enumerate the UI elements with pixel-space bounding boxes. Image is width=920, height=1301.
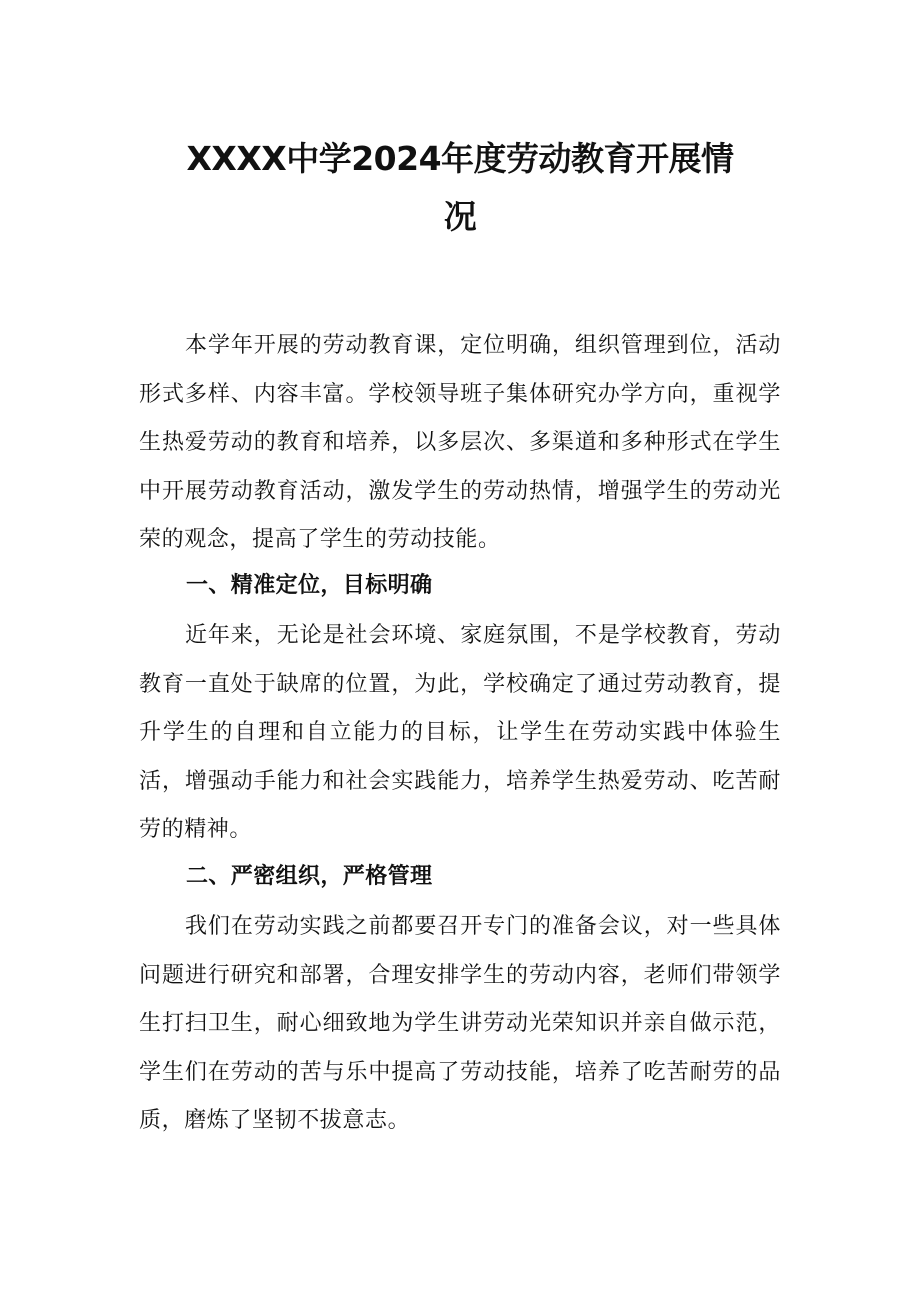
paragraph-intro-text: 本学年开展的劳动教育课，定位明确，组织管理到位，活动形式多样、内容丰富。学校领导班子集体研究办学方向，重视学生热爱劳动的教育和培养，以多层次、多渠道和多种形式在学生中开展劳动教育活动，激发学生的劳动热情，增强学生的劳动光荣的观念，提高了学生的劳动技能。 <box>139 333 781 552</box>
paragraph-section-1-text: 近年来，无论是社会环境、家庭氛围，不是学校教育，劳动教育一直处于缺席的位置，为此，学校确定了通过劳动教育，提升学生的自理和自立能力的目标，让学生在劳动实践中体验生活，增强动手能力和社会实践能力，培养学生热爱劳动、吃苦耐劳的精神。 <box>139 623 781 842</box>
paragraph-section-1 <box>139 612 781 855</box>
document-title-line-2: 况 <box>443 197 477 236</box>
paragraph-intro <box>139 322 781 565</box>
paragraph-section-2 <box>139 903 781 1146</box>
section-heading-1: 一、精准定位，目标明确 <box>186 573 433 598</box>
paragraph-section-2-text: 我们在劳动实践之前都要召开专门的准备会议，对一些具体问题进行研究和部署，合理安排学生的劳动内容，老师们带领学生打扫卫生，耐心细致地为学生讲劳动光荣知识并亲自做示范，学生们在劳动的苦与乐中提高了劳动技能，培养了吃苦耐劳的品质，磨炼了坚韧不拔意志。 <box>139 914 781 1133</box>
section-heading-2: 二、严密组织，严格管理 <box>186 864 433 889</box>
document-title-line-1: XXXX中学2024年度劳动教育开展情 <box>186 139 734 178</box>
